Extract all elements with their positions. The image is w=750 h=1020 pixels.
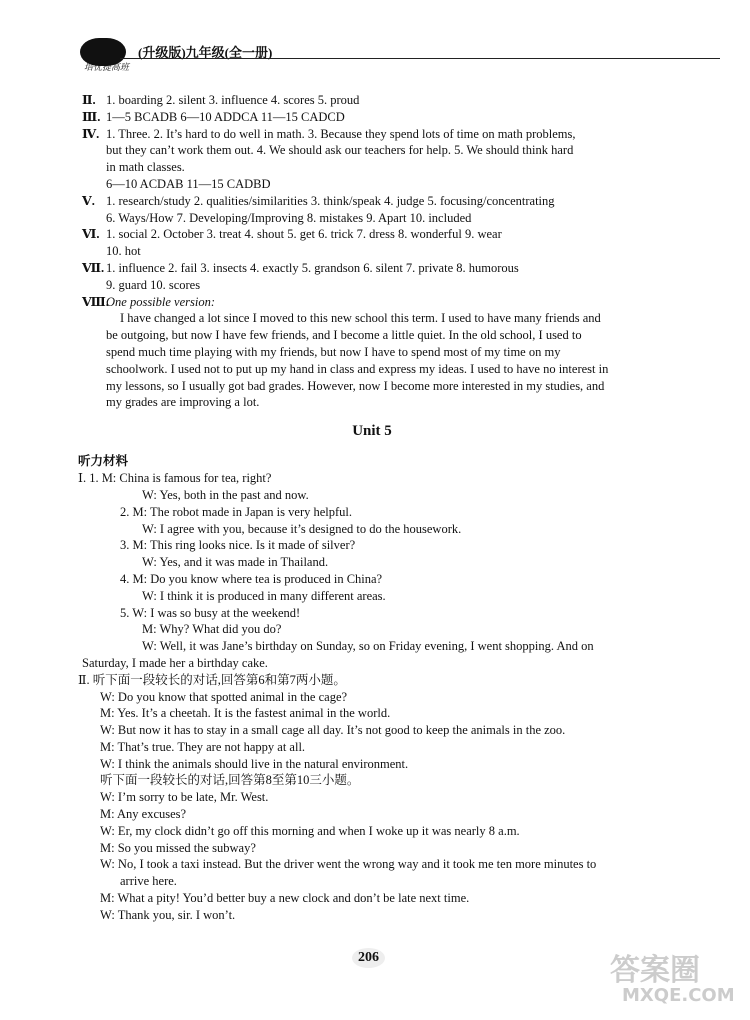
transcript-line: W: Er, my clock didn’t go off this morning and when I woke up it was nearly 8 a.m. — [100, 823, 520, 838]
transcript-line: Ⅱ. 听下面一段较长的对话,回答第6和第7两小题。 — [78, 672, 346, 687]
answer-line — [82, 109, 662, 126]
transcript-line: W: Yes, and it was made in Thailand. — [142, 555, 329, 570]
unit-title: Unit 5 — [352, 423, 392, 440]
transcript-line: M: What a pity! You’d better buy a new clock and don’t be late next time. — [100, 891, 470, 906]
section-number: Ⅲ. — [82, 109, 101, 124]
answer-text: 1. research/study 2. qualities/similarities 3. think/speak 4. judge 5. focusing/concentrating — [106, 193, 555, 208]
transcript-line: 2. M: The robot made in Japan is very helpful. — [120, 504, 353, 519]
essay-label: One possible version: — [106, 294, 216, 309]
answer-text: 1—5 BCADB 6—10 ADDCA 11—15 CADCD — [106, 109, 345, 124]
transcript-line: M: Why? What did you do? — [142, 622, 282, 637]
transcript-line: W: I think the animals should live in the natural environment. — [100, 756, 409, 771]
section-number: Ⅳ. — [82, 126, 100, 141]
answer-line — [82, 126, 662, 143]
listening-label: 听力材料 — [78, 454, 129, 469]
listening-transcript — [78, 470, 662, 924]
essay-section — [82, 294, 662, 412]
answer-text: 1. influence 2. fail 3. insects 4. exactly 5. grandson 6. silent 7. private 8. humorous — [106, 260, 519, 275]
answer-line: in math classes. — [106, 160, 185, 175]
transcript-line: M: Any excuses? — [100, 807, 187, 822]
transcript-line: W: Thank you, sir. I won’t. — [100, 907, 236, 922]
transcript-line: 5. W: I was so busy at the weekend! — [120, 605, 301, 620]
transcript-line: arrive here. — [120, 874, 177, 889]
transcript-line: 4. M: Do you know where tea is produced in China? — [120, 571, 383, 586]
answer-text: 1. social 2. October 3. treat 4. shout 5. get 6. trick 7. dress 8. wonderful 9. wear — [106, 227, 502, 242]
transcript-line: 听下面一段较长的对话,回答第8至第10三小题。 — [100, 773, 360, 788]
page-content — [78, 92, 662, 924]
essay-line: my grades are improving a lot. — [106, 395, 260, 410]
answer-line — [82, 193, 662, 210]
answer-text: 1. Three. 2. It’s hard to do well in math. 3. Because they spend lots of time on math problems, — [106, 126, 576, 141]
answer-line — [82, 260, 662, 277]
transcript-line: W: Well, it was Jane’s birthday on Sunday, so on Friday evening, I went shopping. And on — [142, 639, 594, 654]
transcript-line: W: No, I took a taxi instead. But the driver went the wrong way and it took me ten more minutes to — [100, 857, 597, 872]
essay-line: my lessons, so I usually got bad grades. However, now I become more interested in my studies, and — [106, 378, 605, 393]
page-header — [60, 30, 700, 80]
answer-line — [82, 226, 662, 243]
transcript-line: W: I agree with you, because it’s designed to do the housework. — [142, 521, 462, 536]
answer-line: 9. guard 10. scores — [106, 277, 201, 292]
transcript-line: Ⅰ. 1. M: China is famous for tea, right? — [78, 471, 272, 486]
transcript-line: W: Yes, both in the past and now. — [142, 487, 309, 502]
transcript-line: M: So you missed the subway? — [100, 840, 256, 855]
transcript-line: 3. M: This ring looks nice. Is it made of silver? — [120, 538, 356, 553]
essay-line: be outgoing, but now I have few friends, and I become a little quiet. In the old school, I used to — [106, 328, 582, 343]
answer-line: 6—10 ACDAB 11—15 CADBD — [106, 176, 271, 191]
essay-number: Ⅷ. — [82, 294, 109, 309]
transcript-line: Saturday, I made her a birthday cake. — [82, 655, 268, 670]
transcript-line: M: That’s true. They are not happy at all. — [100, 739, 306, 754]
transcript-line: M: Yes. It’s a cheetah. It is the fastest animal in the world. — [100, 706, 391, 721]
essay-line: I have changed a lot since I moved to this new school this term. I used to have many friends and — [120, 311, 601, 326]
logo-caption: 培优提高班 — [84, 62, 130, 72]
answer-line: 10. hot — [106, 244, 141, 259]
header-divider — [120, 58, 720, 59]
book-title: (升级版)九年级(全一册) — [138, 45, 273, 60]
transcript-line: W: Do you know that spotted animal in the cage? — [100, 689, 348, 704]
essay-line: spend much time playing with my friends, but now I have to spend most of my time on my — [106, 344, 561, 359]
transcript-line: W: But now it has to stay in a small cage all day. It’s not good to keep the animals in the zoo. — [100, 723, 566, 738]
section-number: Ⅱ. — [82, 93, 96, 107]
answer-line — [82, 92, 662, 109]
watermark-url: MXQE.COM — [622, 985, 735, 1006]
watermark-logo: 答案圈 — [610, 953, 700, 988]
section-number: Ⅵ. — [82, 227, 100, 242]
answer-line: 6. Ways/How 7. Developing/Improving 8. mistakes 9. Apart 10. included — [106, 210, 472, 225]
answer-line: but they can’t work them out. 4. We should ask our teachers for help. 5. We should think hard — [106, 143, 574, 158]
section-number: Ⅴ. — [82, 193, 95, 208]
transcript-line: W: I’m sorry to be late, Mr. West. — [100, 790, 269, 805]
transcript-line: W: I think it is produced in many different areas. — [142, 588, 386, 603]
section-number: Ⅶ. — [82, 260, 105, 275]
answer-sections — [82, 92, 662, 294]
answer-text: 1. boarding 2. silent 3. influence 4. scores 5. proud — [106, 93, 360, 107]
page-number: 206 — [352, 948, 385, 968]
essay-line: schoolwork. I used not to put up my hand in class and express my ideas. I used to have no interest in — [106, 361, 609, 376]
